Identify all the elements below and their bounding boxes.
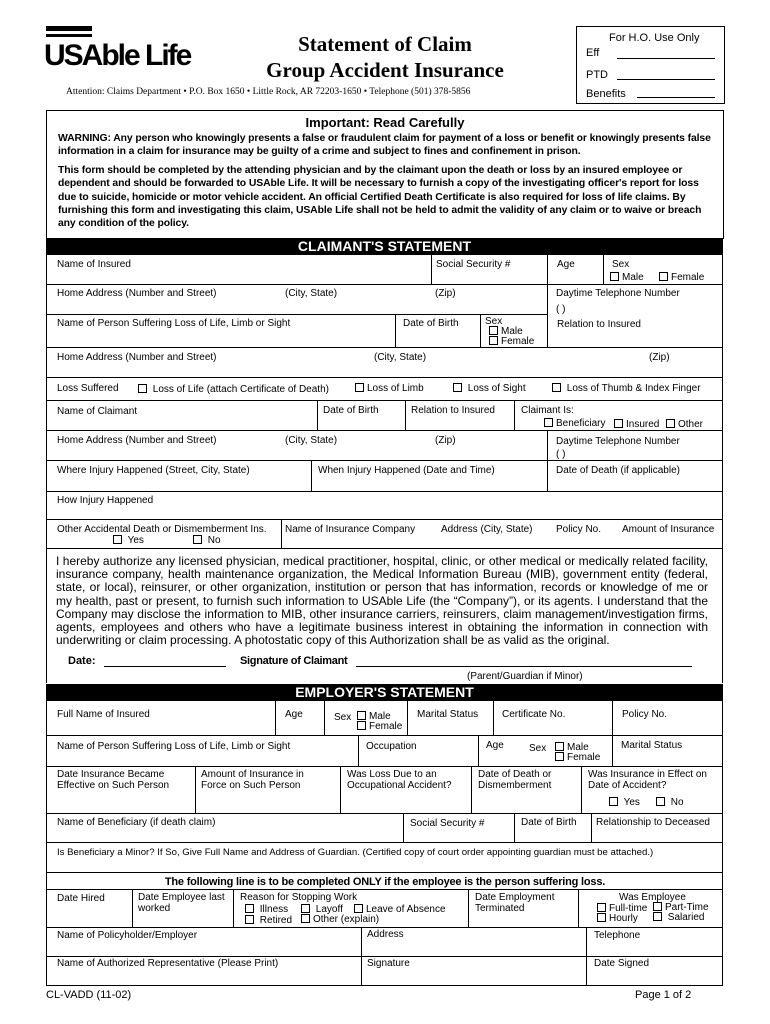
date-death-label: Date of Death (if applicable) <box>556 465 680 476</box>
checkbox-icon <box>552 383 561 392</box>
authorization-text: I hereby authorize any licensed physician, medical practitioner, hospital, clinic, or other medical or medically related facility, insurance company, health maintenance organization, the Medical Information Bureau (MIB), government entity (federal, state, or local), reinsurer, or other organization, institution or person that has information, records or knowledge of me or my health, past or present, to furnish such information to USAble Life (the “Company”), or its agents. I understand that the Company may disclose the information to MIB, other insurance carriers, reinsurers, claim management/investigation firms, agents, employees and others who have a legitimate business interest in obtaining the information in connection with underwriting or claim processing. A photostatic copy of this Authorization shall be as valid as the original. <box>56 554 708 648</box>
checkbox-icon <box>659 272 668 281</box>
emp-signature-label: Signature <box>367 958 410 969</box>
claimant-other-checkbox[interactable]: Other <box>666 419 703 430</box>
checkbox-icon <box>113 535 122 544</box>
emp-in-effect-yes[interactable]: Yes <box>609 797 640 808</box>
checkbox-icon <box>245 904 254 913</box>
emp-leave-checkbox[interactable]: Leave of Absence <box>354 904 446 915</box>
loss-sight-checkbox[interactable]: Loss of Sight <box>453 383 526 394</box>
claimant-insured-checkbox[interactable]: Insured <box>614 419 659 430</box>
emp-cert-no-label: Certificate No. <box>502 709 566 720</box>
emp-telephone-label: Telephone <box>594 930 641 941</box>
emp-beneficiary-name-label: Name of Beneficiary (if death claim) <box>57 817 216 828</box>
checkbox-icon <box>453 383 462 392</box>
emp-only-line-notice: The following line is to be completed ONLY if the employee is the person suffering loss. <box>164 876 606 888</box>
sex-label: Sex <box>612 259 630 270</box>
checkbox-icon <box>357 721 366 730</box>
signature-line[interactable] <box>356 666 692 667</box>
emp-date-became-label: Date Insurance Became Effective on Such Person <box>57 769 170 791</box>
relation-insured-label: Relation to Insured <box>557 319 641 330</box>
emp-person-marital-label: Marital Status <box>621 740 683 751</box>
form-title-line1: Statement of Claim <box>298 32 472 56</box>
claimant-phone-area-code: ( ) <box>556 449 566 460</box>
date-line[interactable] <box>104 666 226 667</box>
signature-label: Signature of Claimant <box>240 655 348 667</box>
emp-person-sex-female[interactable]: Female <box>555 752 600 763</box>
loss-limb-checkbox[interactable]: Loss of Limb <box>355 383 424 394</box>
checkbox-icon <box>555 742 564 751</box>
claimant-city-state-label: (City, State) <box>285 435 338 446</box>
checkbox-icon <box>653 902 662 911</box>
checkbox-icon <box>357 711 366 720</box>
claimant-statement-banner: CLAIMANT'S STATEMENT <box>46 238 723 255</box>
form-title-line2: Group Accident Insurance <box>266 58 504 82</box>
emp-marital-label: Marital Status <box>417 709 479 720</box>
person-zip-label: (Zip) <box>649 352 670 363</box>
checkbox-icon <box>555 752 564 761</box>
emp-relationship-deceased-label: Relationship to Deceased <box>596 817 710 828</box>
name-claimant-label: Name of Claimant <box>57 406 138 417</box>
loss-life-checkbox[interactable]: Loss of Life (attach Certificate of Death) <box>138 384 329 395</box>
emp-in-effect-no[interactable]: No <box>656 797 684 808</box>
zip-label: (Zip) <box>435 288 456 299</box>
checkbox-icon <box>597 913 606 922</box>
form-id: CL-VADD (11-02) <box>46 989 132 1001</box>
checkbox-icon <box>355 383 364 392</box>
when-injury-label: When Injury Happened (Date and Time) <box>318 465 495 476</box>
emp-date-hired-label: Date Hired <box>57 893 105 904</box>
emp-date-last-worked-label: Date Employee last worked <box>138 892 225 914</box>
home-address-label: Home Address (Number and Street) <box>57 288 217 299</box>
emp-part-time-checkbox[interactable]: Part-Time <box>653 902 709 913</box>
ho-benefits-label: Benefits <box>586 88 626 100</box>
emp-authorized-rep-label: Name of Authorized Representative (Please Print) <box>57 958 279 969</box>
emp-full-time-checkbox[interactable]: Full-time <box>597 903 647 914</box>
emp-beneficiary-ssn-label: Social Security # <box>410 818 485 829</box>
claimant-is-label: Claimant Is: <box>521 405 574 416</box>
checkbox-icon <box>597 903 606 912</box>
emp-age-label: Age <box>285 709 303 720</box>
emp-address-label: Address <box>367 929 404 940</box>
emp-person-age-label: Age <box>486 740 504 751</box>
emp-person-sex-male[interactable]: Male <box>555 742 589 753</box>
emp-policyholder-label: Name of Policyholder/Employer <box>57 930 198 941</box>
checkbox-icon <box>245 915 254 924</box>
other-ins-no-checkbox[interactable]: No <box>193 535 221 546</box>
checkbox-icon <box>666 419 675 428</box>
emp-sex-female[interactable]: Female <box>357 721 402 732</box>
ins-co-address-label: Address (City, State) <box>441 524 533 535</box>
age-label: Age <box>557 259 575 270</box>
name-ins-co-label: Name of Insurance Company <box>285 524 416 535</box>
ho-use-box <box>576 26 725 104</box>
emp-full-name-label: Full Name of Insured <box>57 709 150 720</box>
checkbox-icon <box>609 797 618 806</box>
emp-hourly-checkbox[interactable]: Hourly <box>597 913 638 924</box>
where-injury-label: Where Injury Happened (Street, City, State) <box>57 465 250 476</box>
checkbox-icon <box>653 912 662 921</box>
other-ins-yes-checkbox[interactable]: Yes <box>113 535 144 546</box>
date-label: Date: <box>68 655 96 667</box>
emp-person-sex-label: Sex <box>529 743 547 754</box>
insured-sex-male[interactable]: Male <box>610 272 644 283</box>
phone-area-code: ( ) <box>556 304 566 315</box>
checkbox-icon <box>354 904 363 913</box>
emp-sex-male[interactable]: Male <box>357 711 391 722</box>
claimant-phone-label: Daytime Telephone Number <box>556 436 680 447</box>
emp-sex-label: Sex <box>334 712 352 723</box>
emp-person-suffering-label: Name of Person Suffering Loss of Life, Limb or Sight <box>57 741 291 752</box>
ho-eff-label: Eff <box>586 47 600 59</box>
emp-date-signed-label: Date Signed <box>594 958 650 969</box>
checkbox-icon <box>301 904 310 913</box>
attention-address: Attention: Claims Department • P.O. Box 1650 • Little Rock, AR 72203-1650 • Telephone (501) 378-5856 <box>66 87 471 97</box>
dob-label: Date of Birth <box>403 318 459 329</box>
loss-thumb-checkbox[interactable]: Loss of Thumb & Index Finger <box>552 383 701 394</box>
emp-in-effect-label: Was Insurance in Effect on Date of Accident? <box>588 769 707 791</box>
logo: USAble Life <box>46 26 196 76</box>
emp-date-death-dism-label: Date of Death or Dismemberment <box>478 769 552 791</box>
how-injury-label: How Injury Happened <box>57 495 154 506</box>
employer-statement-banner: EMPLOYER'S STATEMENT <box>46 684 723 701</box>
page-number: Page 1 of 2 <box>635 989 692 1001</box>
ho-ptd-label: PTD <box>586 69 608 81</box>
warning-text: WARNING: Any person who knowingly presents a false or fraudulent claim for payment of a loss or benefit or knowingly presents false information in a claim for insurance may be guilty of a crime and subject to fines and confinement in prison. <box>58 133 711 157</box>
person-city-state-label: (City, State) <box>374 352 427 363</box>
emp-reason-stopping-label: Reason for Stopping Work <box>240 892 358 903</box>
checkbox-icon <box>614 419 623 428</box>
name-of-insured-label: Name of Insured <box>57 259 131 270</box>
emp-layoff-checkbox[interactable]: Layoff <box>301 904 343 915</box>
person-sex-label: Sex <box>485 316 503 327</box>
ins-amount-label: Amount of Insurance <box>622 524 715 535</box>
claimant-address-label: Home Address (Number and Street) <box>57 435 217 446</box>
ho-box-title: For H.O. Use Only <box>609 32 700 44</box>
emp-beneficiary-dob-label: Date of Birth <box>521 817 577 828</box>
parent-guardian-label: (Parent/Guardian if Minor) <box>467 671 583 682</box>
daytime-phone-label: Daytime Telephone Number <box>556 288 680 299</box>
checkbox-icon <box>544 418 553 427</box>
emp-policy-no-label: Policy No. <box>622 709 668 720</box>
checkbox-icon <box>610 272 619 281</box>
ssn-label: Social Security # <box>436 259 511 270</box>
emp-amount-force-label: Amount of Insurance in Force on Such Person <box>201 769 304 791</box>
emp-date-terminated-label: Date Employment Terminated <box>475 892 555 914</box>
checkbox-icon <box>656 797 665 806</box>
emp-minor-question-label: Is Beneficiary a Minor? If So, Give Full Name and Address of Guardian. (Certified copy of court order appointing guardian must be attached.) <box>57 847 654 858</box>
city-state-label: (City, State) <box>285 288 338 299</box>
person-sex-male[interactable]: Male <box>489 326 523 337</box>
emp-other-explain-checkbox[interactable]: Other (explain) <box>301 914 379 925</box>
loss-suffered-label: Loss Suffered <box>57 383 119 394</box>
emp-salaried-checkbox[interactable]: Salaried <box>653 912 704 923</box>
checkbox-icon <box>489 336 498 345</box>
claimant-dob-label: Date of Birth <box>323 405 379 416</box>
person-sex-female[interactable]: Female <box>489 336 534 347</box>
checkbox-icon <box>138 384 147 393</box>
person-home-address-label: Home Address (Number and Street) <box>57 352 217 363</box>
checkbox-icon <box>301 914 310 923</box>
emp-illness-checkbox[interactable]: Illness <box>245 904 288 915</box>
important-title: Important: Read Carefully <box>305 115 465 130</box>
ins-policy-no-label: Policy No. <box>556 524 602 535</box>
claimant-beneficiary-checkbox[interactable]: Beneficiary <box>544 418 605 429</box>
checkbox-icon <box>489 326 498 335</box>
insured-sex-female[interactable]: Female <box>659 272 704 283</box>
emp-occupation-label: Occupation <box>366 741 417 752</box>
claimant-relation-label: Relation to Insured <box>411 405 495 416</box>
instructions-text: This form should be completed by the attending physician and by the claimant upon the death or loss by an insured employee or dependent and should be forwarded to USAble Life. It will be necessary to furnish a copy of the investigating officer's report for loss due to suicide, homicide or motor vehicle accident. An official Certified Death Certificate is also required for loss of life claims. By furnishing this form and investigating this claim, USAble Life shall not be held to admit the validity of any claim or to waive or breach any condition of the policy. <box>58 165 702 230</box>
emp-was-employee-label: Was Employee <box>619 892 686 903</box>
emp-occupational-label: Was Loss Due to an Occupational Accident? <box>347 769 452 791</box>
checkbox-icon <box>193 535 202 544</box>
other-accidental-label: Other Accidental Death or Dismemberment Ins. <box>57 524 267 535</box>
person-suffering-label: Name of Person Suffering Loss of Life, Limb or Sight <box>57 318 291 329</box>
claimant-zip-label: (Zip) <box>435 435 456 446</box>
emp-retired-checkbox[interactable]: Retired <box>245 915 292 926</box>
